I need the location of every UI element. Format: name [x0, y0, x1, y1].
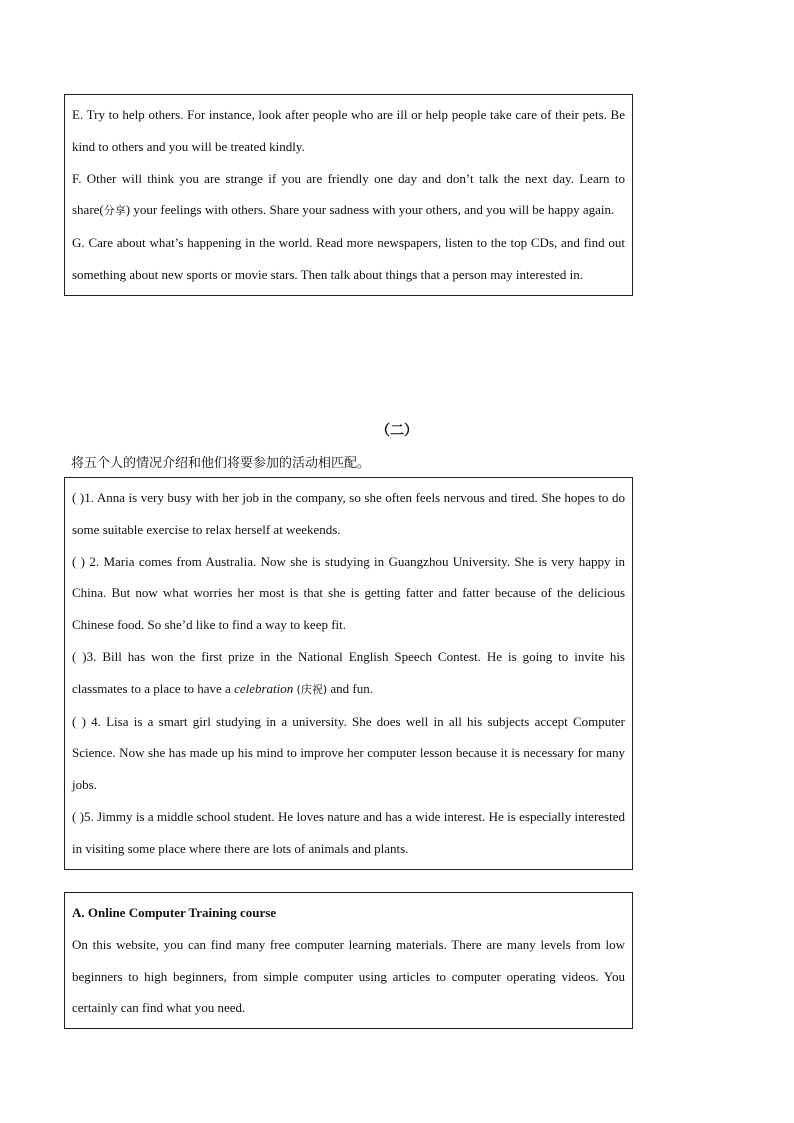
person-1-anna: ( )1. Anna is very busy with her job in the company, so she often feels nervous and tired. She hopes to do some suitable exercise to relax herself at weekends. — [72, 490, 625, 537]
advice-f-part1: F. Other will think you are strange if you are friendly one day and don’t talk the next day. Learn to share( — [72, 170, 625, 218]
section-title: （二） — [376, 423, 418, 439]
person-3-part1: ( )3. Bill has won the first prize in the National English Speech Contest. He is going to invite his classmates to a place to have a — [72, 648, 625, 696]
activity-a-heading: A. Online Computer Training course — [72, 905, 277, 920]
people-box — [64, 477, 633, 870]
person-5-jimmy: ( )5. Jimmy is a middle school student. He loves nature and has a wide interest. He is especially interested in visiting some place where there are lots of animals and plants. — [72, 808, 625, 856]
person-3-bill — [72, 641, 625, 706]
person-4-lisa: ( ) 4. Lisa is a smart girl studying in a university. She does well in all his subjects accept Computer Science. Now she has made up his mind to improve her computer lesson because it is necessary for many jobs. — [72, 713, 625, 793]
advice-f — [72, 163, 625, 228]
advice-e: E. Try to help others. For instance, look after people who are ill or help people take care of their pets. Be kind to others and you will be treated kindly. — [72, 107, 625, 154]
advice-box — [64, 94, 633, 296]
celebration-word: celebration — [234, 680, 294, 696]
section-instruction: 将五个人的情况介绍和他们将要参加的活动相匹配。 — [71, 456, 371, 471]
person-2-maria: ( ) 2. Maria comes from Australia. Now she is studying in Guangzhou University. She is very happy in China. But now what worries her most is that she is getting fatter and fatter because of the delicious Chinese food. So she’d like to find a way to keep fit. — [72, 553, 625, 633]
celebration-chinese: (庆祝) — [296, 682, 328, 696]
advice-g: G. Care about what’s happening in the world. Read more newspapers, listen to the top CDs, and find out something about new sports or movie stars. Then talk about things that a person may interested in. — [72, 235, 625, 282]
advice-f-chinese: 分享 — [103, 204, 126, 218]
person-3-part2: and fun. — [327, 680, 373, 696]
advice-f-part2: ) your feelings with others. Share your sadness with your others, and you will be happy again. — [125, 202, 615, 218]
activity-a-body: On this website, you can find many free computer learning materials. There are many levels from low beginners to high beginners, from simple computer using articles to computer operating videos. You certainly can find what you need. — [72, 936, 625, 1016]
activity-a-box — [64, 892, 633, 1029]
